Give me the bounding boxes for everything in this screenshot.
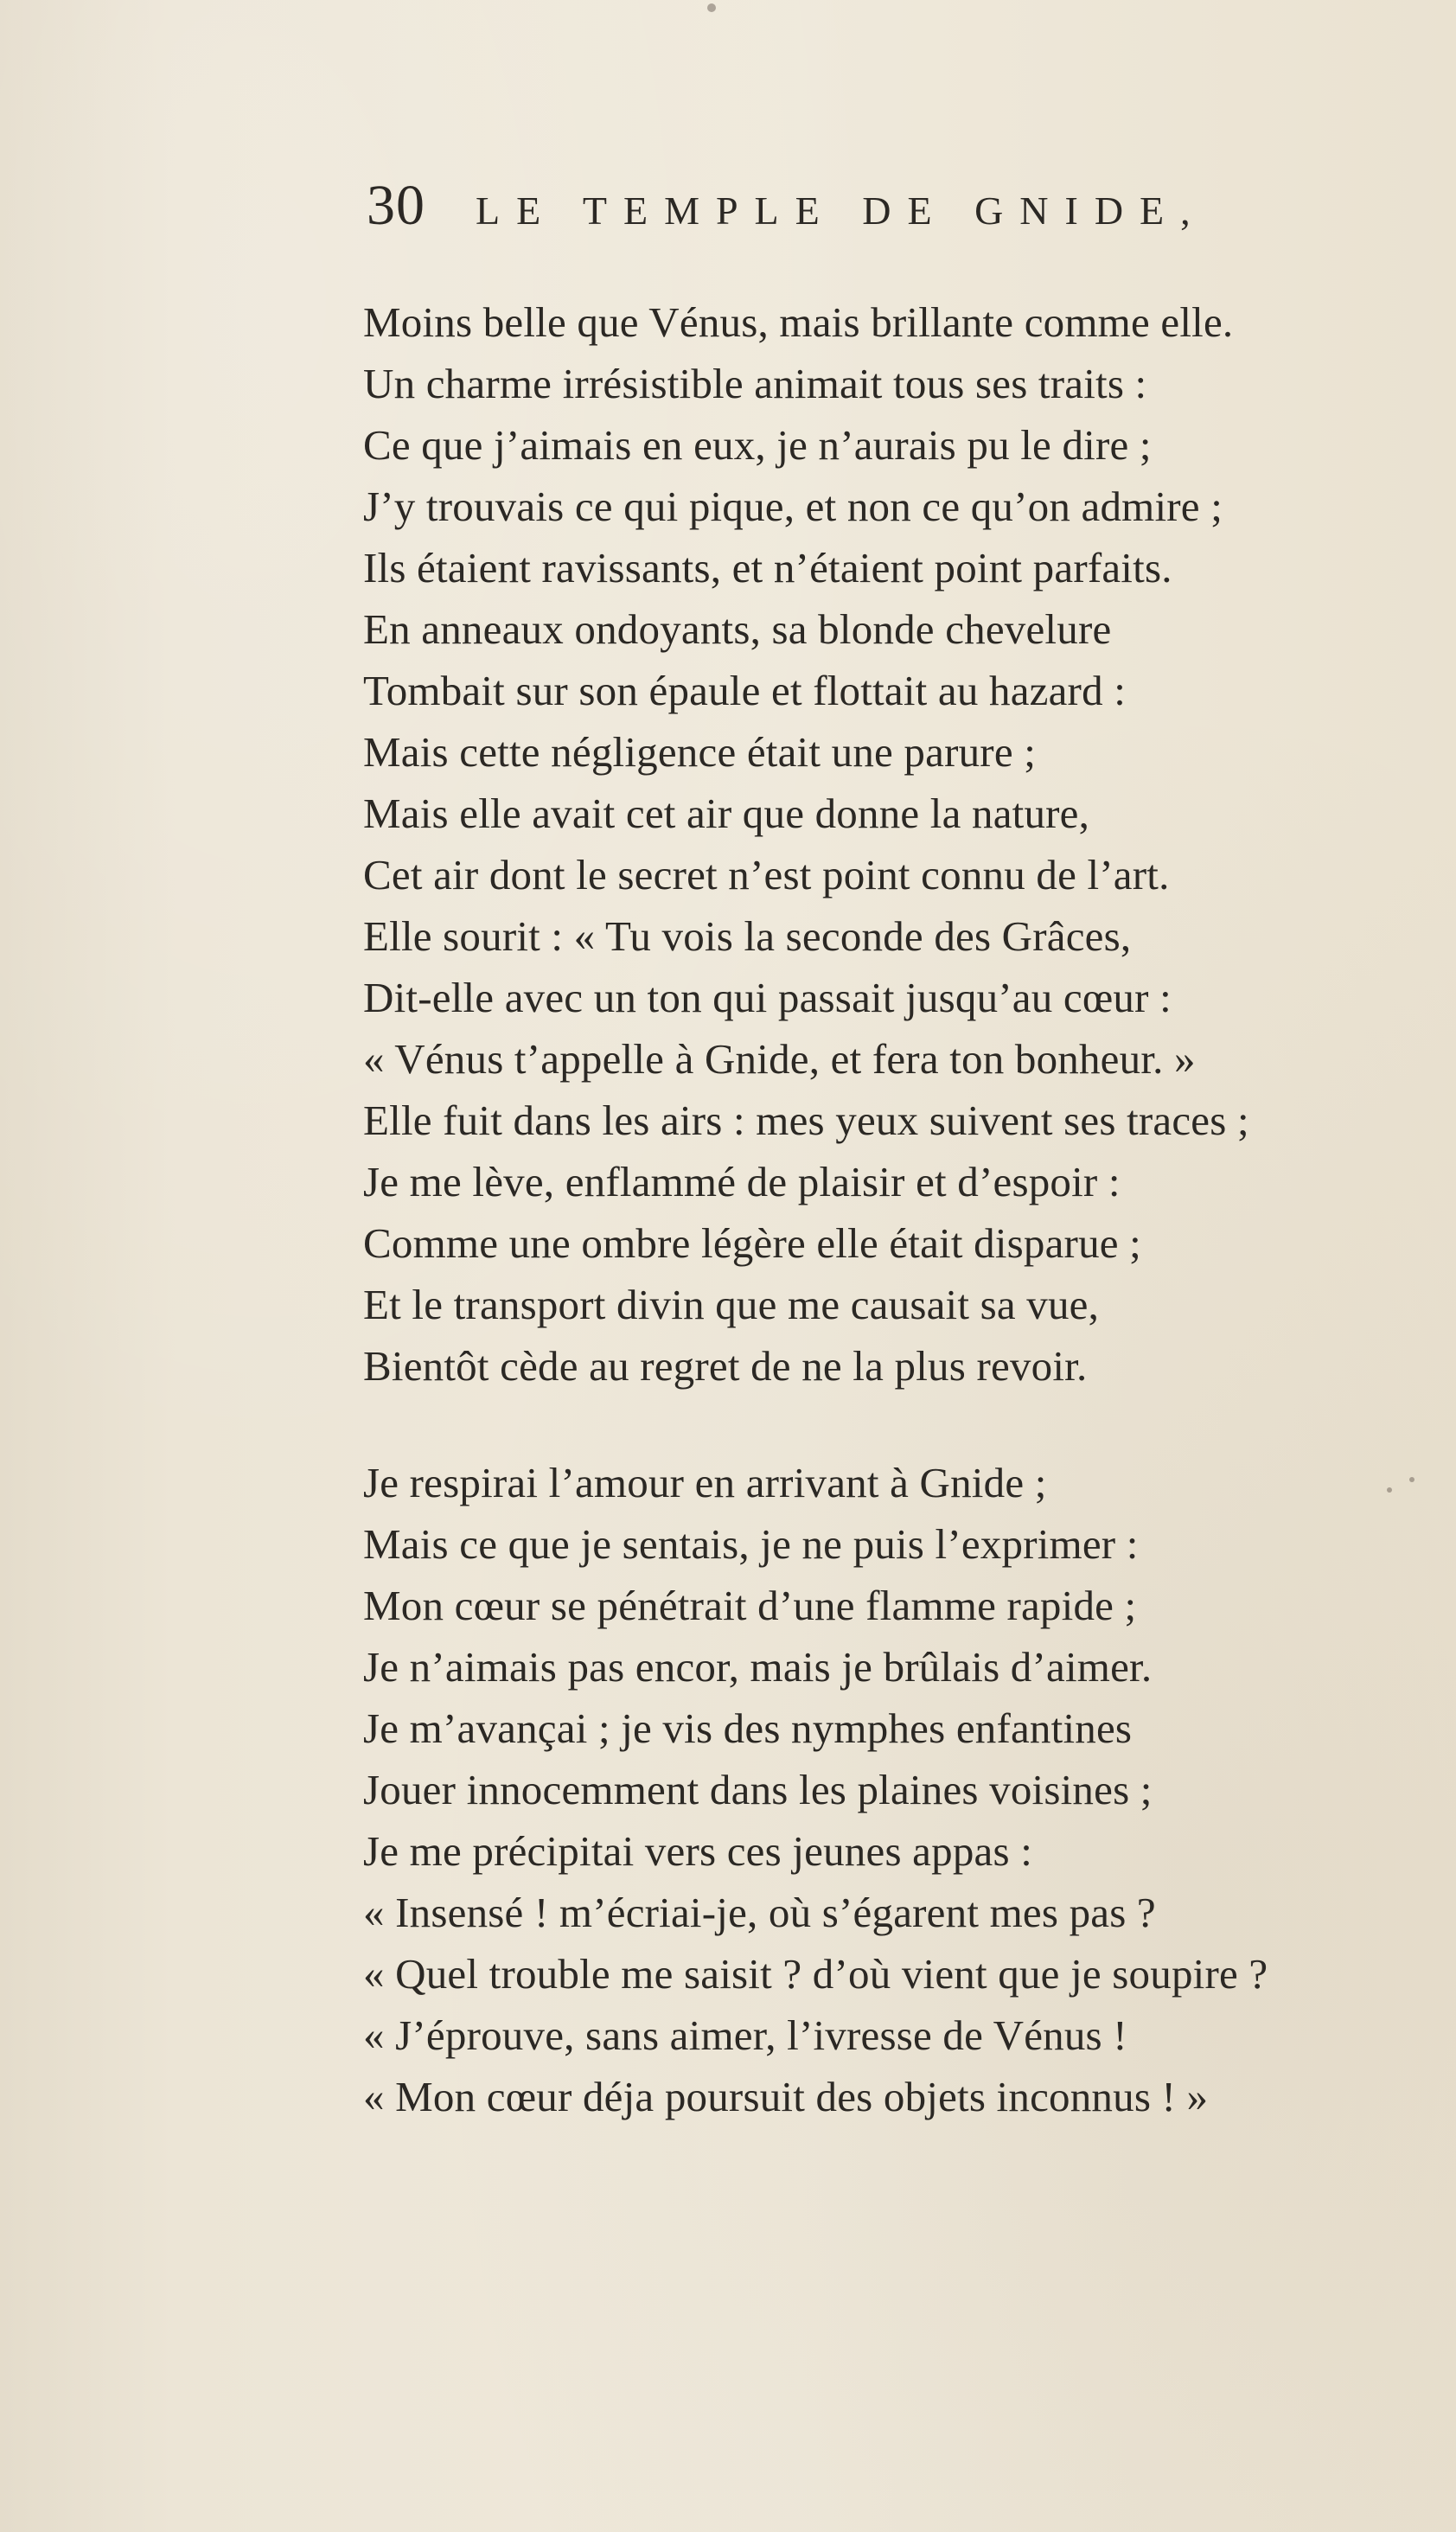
running-title: LE TEMPLE DE GNIDE, [476, 189, 1207, 233]
verse-line: « Mon cœur déja poursuit des objets inconnus ! » [363, 2073, 1209, 2120]
verse-line: Mais elle avait cet air que donne la nature, [363, 790, 1090, 837]
verse-line: Mais cette négligence était une parure ; [363, 728, 1037, 776]
verse-line: Et le transport divin que me causait sa vue, [363, 1281, 1100, 1328]
page-header [367, 174, 1207, 255]
verse-line: Je respirai l’amour en arrivant à Gnide ; [363, 1459, 1047, 1506]
verse-line: Je m’avançai ; je vis des nymphes enfantines [363, 1704, 1133, 1752]
verse-line: Ils étaient ravissants, et n’étaient point parfaits. [363, 544, 1172, 591]
verse-line: « Insensé ! m’écriai-je, où s’égarent mes pas ? [363, 1889, 1156, 1936]
verse-line: Moins belle que Vénus, mais brillante comme elle. [363, 298, 1234, 346]
verse-line: Dit-elle avec un ton qui passait jusqu’au cœur : [363, 974, 1172, 1021]
page-number: 30 [367, 174, 425, 237]
verse-line: Comme une ombre légère elle était disparue ; [363, 1219, 1141, 1267]
ink-speck [1409, 1477, 1414, 1482]
verse-line: Cet air dont le secret n’est point connu de l’art. [363, 851, 1170, 898]
verse-line: Ce que j’aimais en eux, je n’aurais pu le dire ; [363, 421, 1152, 469]
verse-line: Tombait sur son épaule et flottait au hazard : [363, 667, 1127, 714]
verse-line: « Vénus t’appelle à Gnide, et fera ton bonheur. » [363, 1035, 1196, 1083]
verse-line: Je me précipitai vers ces jeunes appas : [363, 1827, 1033, 1875]
stanza-2 [363, 1458, 1268, 2133]
verse-line: En anneaux ondoyants, sa blonde chevelure [363, 605, 1112, 653]
ink-speck [707, 3, 716, 12]
verse-line: Bientôt cède au regret de ne la plus revoir. [363, 1342, 1088, 1390]
verse-line: Elle sourit : « Tu vois la seconde des Grâces, [363, 912, 1132, 960]
stanza-1 [363, 297, 1249, 1403]
verse-line: « Quel trouble me saisit ? d’où vient que je soupire ? [363, 1950, 1268, 1998]
verse-line: Je n’aimais pas encor, mais je brûlais d’aimer. [363, 1643, 1153, 1691]
verse-line: Mon cœur se pénétrait d’une flamme rapide ; [363, 1582, 1137, 1629]
verse-line: J’y trouvais ce qui pique, et non ce qu’on admire ; [363, 483, 1223, 530]
verse-line: Mais ce que je sentais, je ne puis l’exprimer : [363, 1520, 1139, 1568]
verse-line: Je me lève, enflammé de plaisir et d’espoir : [363, 1158, 1121, 1205]
ink-speck [1387, 1487, 1392, 1493]
verse-line: « J’éprouve, sans aimer, l’ivresse de Vénus ! [363, 2011, 1127, 2059]
verse-line: Jouer innocemment dans les plaines voisines ; [363, 1766, 1153, 1813]
verse-line: Un charme irrésistible animait tous ses traits : [363, 360, 1147, 407]
verse-line: Elle fuit dans les airs : mes yeux suivent ses traces ; [363, 1097, 1249, 1144]
